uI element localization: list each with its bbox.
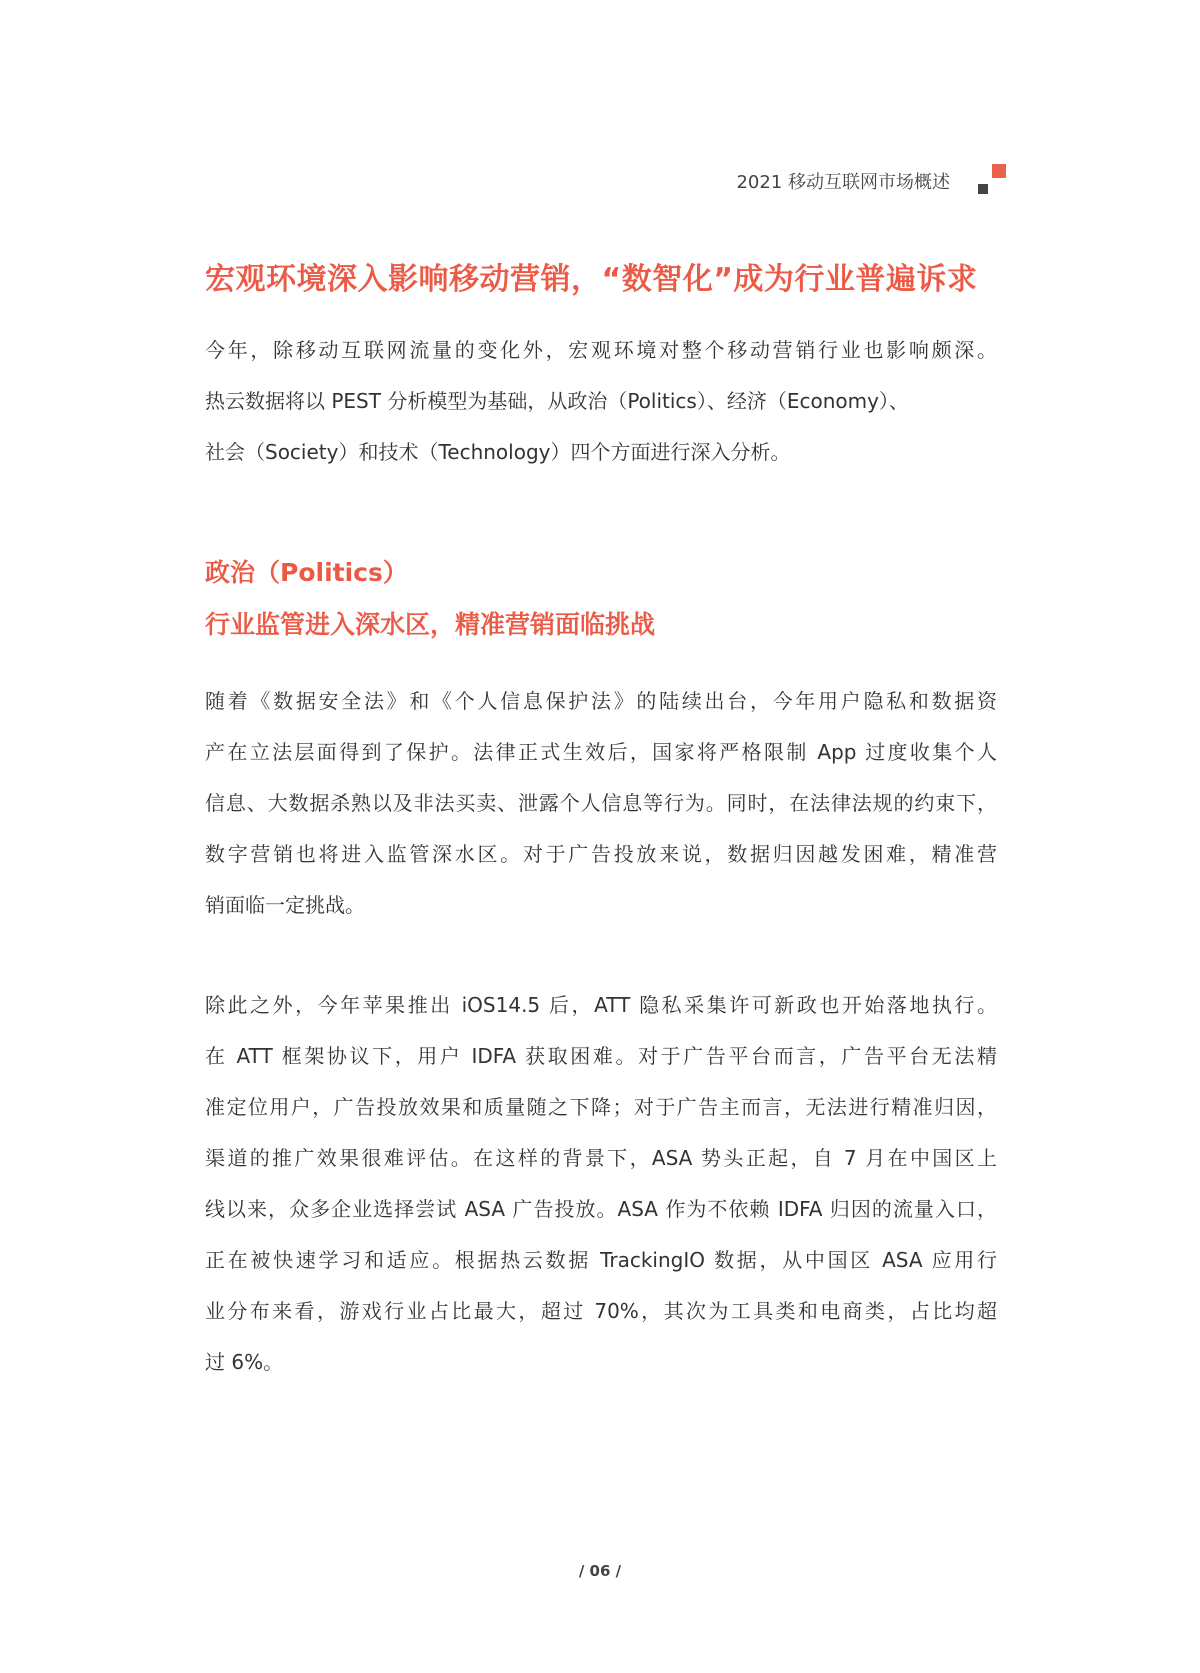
text-line: 今年，除移动互联网流量的变化外，宏观环境对整个移动营销行业也影响颇深。 [205, 338, 997, 362]
text-line: 产在立法层面得到了保护。法律正式生效后，国家将严格限制 App 过度收集个人 [205, 740, 997, 764]
text-line: 除此之外，今年苹果推出 iOS14.5 后，ATT 隐私采集许可新政也开始落地执行。 [205, 993, 997, 1017]
page-number: / 06 / [578, 1562, 622, 1580]
running-header: 2021 移动互联网市场概述 [736, 172, 950, 193]
page-title: 宏观环境深入影响移动营销，“数智化”成为行业普遍诉求 [205, 262, 978, 297]
paragraph-2 [205, 980, 997, 1388]
text-line: 在 ATT 框架协议下，用户 IDFA 获取困难。对于广告平台而言，广告平台无法精 [205, 1044, 997, 1068]
text-line: 信息、大数据杀熟以及非法买卖、泄露个人信息等行为。同时，在法律法规的约束下， [205, 791, 997, 815]
text-line: 数字营销也将进入监管深水区。对于广告投放来说，数据归因越发困难，精准营 [205, 842, 997, 866]
section-subheading: 行业监管进入深水区，精准营销面临挑战 [205, 610, 656, 639]
text-line: 正在被快速学习和适应。根据热云数据 TrackingIO 数据，从中国区 ASA 应用行 [205, 1248, 997, 1272]
text-line: 过 6%。 [205, 1350, 284, 1374]
text-line: 热云数据将以 PEST 分析模型为基础，从政治（Politics）、经济（Economy）、 [205, 389, 909, 413]
text-line: 随着《数据安全法》和《个人信息保护法》的陆续出台，今年用户隐私和数据资 [205, 689, 997, 713]
text-line: 渠道的推广效果很难评估。在这样的背景下，ASA 势头正起，自 7 月在中国区上 [205, 1146, 997, 1170]
section-heading: 政治（Politics） [205, 558, 408, 587]
text-line: 社会（Society）和技术（Technology）四个方面进行深入分析。 [205, 440, 791, 464]
intro-paragraph [205, 325, 997, 478]
text-line: 业分布来看，游戏行业占比最大，超过 70%，其次为工具类和电商类，占比均超 [205, 1299, 997, 1323]
brand-mark-icon [978, 164, 1006, 194]
text-line: 线以来，众多企业选择尝试 ASA 广告投放。ASA 作为不依赖 IDFA 归因的流量入口， [205, 1197, 997, 1221]
text-line: 准定位用户，广告投放效果和质量随之下降；对于广告主而言，无法进行精准归因， [205, 1095, 997, 1119]
text-line: 销面临一定挑战。 [205, 893, 365, 917]
paragraph-1 [205, 676, 997, 931]
